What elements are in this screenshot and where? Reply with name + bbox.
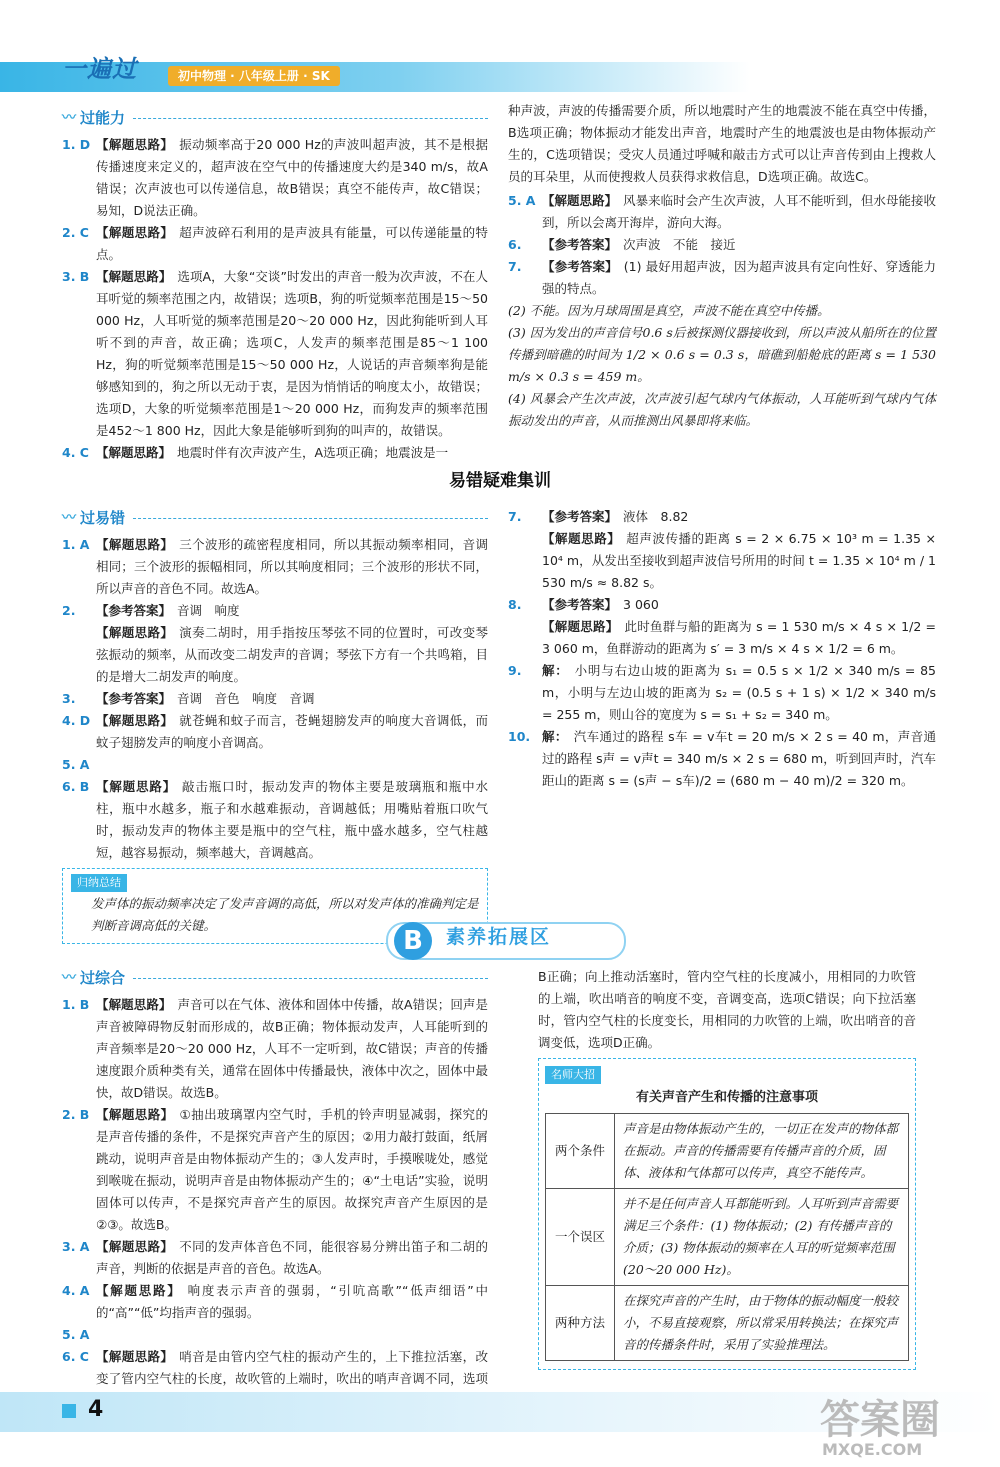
question-number	[62, 622, 96, 688]
note-title: 有关声音产生和传播的注意事项	[635, 1090, 818, 1105]
question-body	[96, 600, 488, 622]
question-body	[96, 442, 488, 464]
question-body	[96, 1324, 488, 1346]
question-item	[62, 1104, 488, 1236]
answer-tag: 【解题思路】	[96, 1283, 182, 1298]
answer-text: 音调 响度	[177, 603, 240, 618]
answer-text: 3 060	[623, 597, 659, 612]
answer-text: 三个波形的疏密程度相同，所以其振动频率相同，音调相同；三个波形的振幅相同，所以其响度相同；三个波形的形状不同，所以声音的音色不同。故选A。	[96, 537, 488, 596]
answer-tag: 【解题思路】	[96, 997, 172, 1012]
question-item	[62, 776, 488, 864]
question-number: 4. A	[62, 1283, 90, 1298]
question-item	[62, 534, 488, 600]
question-number: 6. B	[62, 779, 90, 794]
answer-tag: 【参考答案】	[542, 597, 618, 612]
sec1-title: 过能力	[80, 109, 126, 127]
question-body	[96, 1104, 488, 1236]
question-number: 3. B	[62, 269, 90, 284]
answer-tag: 【参考答案】	[542, 509, 618, 524]
sec2-items	[62, 534, 488, 864]
question-item	[508, 506, 936, 528]
question-body	[96, 710, 488, 754]
answer-tag: 解：	[542, 663, 569, 678]
question-item	[62, 994, 488, 1104]
note-key: 两种方法	[546, 1286, 615, 1361]
question-body	[542, 726, 936, 792]
question-body	[96, 1280, 488, 1324]
answer-tag: 【解题思路】	[96, 225, 174, 240]
sec4-title: 过综合	[80, 969, 126, 987]
divider	[133, 518, 488, 519]
answer-text: 风暴来临时会产生次声波，人耳不能听到，但水母能接收到，所以会离开海岸，游向大海。	[542, 193, 936, 230]
answer-text: 敲击瓶口时，振动发声的物体主要是玻璃瓶和瓶中水柱，瓶中水越多，瓶子和水越难振动，音调越低；用嘴贴着瓶口吹气时，振动发声的物体主要是瓶中的空气柱，瓶中盛水越多，空气柱越短，越容易振动，频率越大，音调越高。	[96, 779, 488, 860]
sec1-head	[62, 106, 488, 130]
answer-tag: 【解题思路】	[96, 1239, 174, 1254]
question-body	[542, 528, 936, 594]
header-bar	[0, 62, 1000, 92]
question-body	[542, 594, 936, 616]
sec2-head	[62, 506, 488, 530]
sec1-left	[62, 106, 488, 464]
note-row	[546, 1114, 909, 1189]
answer-tag: 【参考答案】	[96, 691, 172, 706]
divider	[133, 978, 488, 979]
answer-text: 超声波传播的距离 s = 2 × 6.75 × 10³ m = 1.35 × 10⁴ m，从发出至接收到超声波信号所用的时间 t = 1.35 × 10⁴ m / 1 530 m/s ≈ 8.82 s。	[542, 531, 936, 590]
q7-paragraph: (4) 风暴会产生次声波，次声波引起气球内气体振动，人耳能听到气球内气体振动发出的声音，从而推测出风暴即将来临。	[508, 391, 936, 428]
question-number: 10.	[508, 729, 531, 744]
answer-tag: 【解题思路】	[96, 137, 174, 152]
question-item	[508, 594, 936, 616]
answer-text: 地震时伴有次声波产生，A选项正确；地震波是一	[177, 445, 449, 460]
section-banner	[386, 922, 626, 960]
answer-tag: 【参考答案】	[542, 237, 618, 252]
question-number: 4. D	[62, 713, 91, 728]
question-body	[96, 994, 488, 1104]
question-body	[96, 754, 488, 776]
sec2-left	[62, 506, 488, 944]
question-item	[62, 622, 488, 688]
sec1-items	[62, 134, 488, 464]
question-body	[542, 660, 936, 726]
answer-text: 音调 音色 响度 音调	[177, 691, 315, 706]
page-marker	[62, 1404, 76, 1418]
question-body	[542, 190, 936, 234]
question-number: 6.	[508, 237, 522, 252]
sec4-right	[538, 966, 916, 1370]
q7-answers	[508, 300, 936, 432]
question-number: 5. A	[62, 757, 90, 772]
sec3-right	[508, 506, 936, 792]
summary-label: 归纳总结	[71, 874, 127, 892]
answer-text: 小明与右边山坡的距离为 s₁ = 0.5 s × 1/2 × 340 m/s = 85 m，小明与左边山坡的距离为 s₂ = (0.5 s + 1 s) × 1/2 × 340 m/s = 255 m，则山谷的宽度为 s = s₁ + s₂ = 340 m。	[542, 663, 936, 722]
question-body	[542, 506, 936, 528]
sec4-cont: B正确；向上推动活塞时，管内空气柱的长度减小，用相同的力吹管的上端，吹出哨音的响度不变，音调变高，选项C错误；向下拉活塞时，管内空气柱的长度变长，用相同的力吹管的上端，吹出哨音的音调变低，选项D正确。	[538, 969, 916, 1050]
question-number: 5. A	[62, 1327, 90, 1342]
question-body	[96, 776, 488, 864]
question-item	[508, 660, 936, 726]
question-body	[542, 616, 936, 660]
question-number: 1. B	[62, 997, 90, 1012]
answer-text: 次声波 不能 接近	[623, 237, 736, 252]
answer-tag: 【解题思路】	[96, 269, 172, 284]
question-number: 1. D	[62, 137, 91, 152]
question-body	[96, 534, 488, 600]
banner-letter: B	[394, 922, 432, 960]
answer-text: 声音可以在气体、液体和固体中传播，故A错误；回声是声音被障碍物反射而形成的，故B正确；物体振动发声，人耳能听到的声音频率是20～20 000 Hz，人耳不一定听到，故C错误；声音的传播速度跟介质种类有关，通常在固体中传播最快，液体中次之，固体中最快，故D错误。故选B。	[96, 997, 488, 1100]
answer-tag: 【解题思路】	[542, 531, 621, 546]
note-key: 两个条件	[546, 1114, 615, 1189]
answer-text: 不同的发声体音色不同，能很容易分辨出笛子和二胡的声音，判断的依据是声音的音色。故选A。	[96, 1239, 488, 1276]
question-item	[62, 710, 488, 754]
q7-paragraph: (3) 因为发出的声音信号0.6 s后被探测仪器接收到，所以声波从船所在的位置传播到暗礁的时间为 1/2 × 0.6 s = 0.3 s，暗礁到船舱底的距离 s = 1 530 m/s × 0.3 s = 459 m。	[508, 325, 936, 384]
divider	[133, 118, 488, 119]
question-item	[508, 256, 936, 300]
question-body	[96, 688, 488, 710]
sec1-cont: 种声波，声波的传播需要介质，所以地震时产生的地震波不能在真空中传播，B选项正确；物体振动才能发出声音，地震时产生的地震波也是由物体振动产生的，C选项错误；受灾人员通过呼喊和敲击方式可以让声音传到由上搜救人员的耳朵里，从而使搜救人员获得求救信息，D选项正确。故选C。	[508, 103, 936, 184]
question-item	[62, 600, 488, 622]
answer-text: 响度表示声音的强弱，“引吭高歌”“低声细语”中的“高”“低”均指声音的强弱。	[96, 1283, 488, 1320]
answer-text: 哨音是由管内空气柱的振动产生的，上下推拉活塞，改变了管内空气柱的长度，故吹管的上端时，吹出的哨声音调不同，选项	[96, 1349, 488, 1386]
sec3-items	[508, 506, 936, 792]
question-item	[62, 1236, 488, 1280]
summary-text: 发声体的振动频率决定了发声音调的高低，所以对发声体的准确判定是判断音调高低的关键。	[91, 896, 479, 933]
question-item	[508, 190, 936, 234]
answer-tag: 【解题思路】	[96, 1107, 174, 1122]
question-body	[96, 222, 488, 266]
answer-tag: 【解题思路】	[96, 625, 174, 640]
wave-icon: 〰	[62, 110, 76, 126]
answer-tag: 【解题思路】	[542, 619, 619, 634]
answer-text: 汽车通过的路程 s车 = v车t = 20 m/s × 2 s = 40 m，声音通过的路程 s声 = v声t = 340 m/s × 2 s = 680 m，听到回声时，汽车距山的距离 s = (s声 − s车)/2 = (680 m − 40 m)/2 = 320 m。	[542, 729, 936, 788]
watermark-url: MXQE.COM	[822, 1440, 923, 1459]
question-body	[96, 1236, 488, 1280]
note-label: 名师大招	[545, 1066, 601, 1084]
question-item	[62, 1280, 488, 1324]
watermark-logo: 答案圈	[820, 1397, 940, 1443]
question-number	[508, 616, 542, 660]
note-row	[546, 1286, 909, 1361]
note-table	[545, 1113, 909, 1361]
note-key: 一个误区	[546, 1189, 615, 1286]
question-number: 9.	[508, 663, 522, 678]
note-row	[546, 1189, 909, 1286]
question-body	[96, 134, 488, 222]
answer-text: 振动频率高于20 000 Hz的声波叫超声波，其不是根据传播速度来定义的，超声波在空气中的传播速度大约是340 m/s，故A错误；次声波也可以传递信息，故B错误；真空不能传声，故C错误；易知，D说法正确。	[96, 137, 488, 218]
answer-tag: 【解题思路】	[96, 445, 172, 460]
question-number	[508, 528, 542, 594]
question-item	[508, 616, 936, 660]
answer-text: 超声波碎石利用的是声波具有能量，可以传递能量的特点。	[96, 225, 488, 262]
sec2-title: 过易错	[80, 509, 126, 527]
question-number: 7.	[508, 259, 522, 274]
question-body	[542, 256, 936, 300]
answer-tag: 【参考答案】	[542, 259, 618, 274]
question-number: 5. A	[508, 193, 536, 208]
question-number: 6. C	[62, 1349, 89, 1364]
answer-text: 演奏二胡时，用手指按压琴弦不同的位置时，可改变琴弦振动的频率，从而改变二胡发声的音调；琴弦下方有一个共鸣箱，目的是增大二胡发声的响度。	[96, 625, 488, 684]
answer-tag: 【解题思路】	[96, 713, 174, 728]
answer-tag: 解：	[542, 729, 568, 744]
book-label: 初中物理 · 八年级上册 · SK	[168, 66, 340, 86]
sec4-head	[62, 966, 488, 990]
question-item	[62, 688, 488, 710]
q7-paragraph: (2) 不能。因为月球周围是真空，声波不能在真空中传播。	[508, 303, 830, 318]
question-number: 8.	[508, 597, 522, 612]
wave-icon: 〰	[62, 970, 76, 986]
answer-text: ①抽出玻璃罩内空气时，手机的铃声明显减弱，探究的是声音传播的条件，不是探究声音产生的原因；②用力敲打鼓面，纸屑跳动，说明声音是由物体振动产生的；③人发声时，手摸喉咙处，感觉到喉咙在振动，说明声音是由物体振动产生的；④“土电话”实验，说明固体可以传声，不是探究声音产生的原因。故探究声音产生原因的是②③。故选B。	[96, 1107, 488, 1232]
question-number: 3. A	[62, 1239, 90, 1254]
question-item	[508, 234, 936, 256]
answer-tag: 【解题思路】	[96, 537, 174, 552]
question-number: 2.	[62, 603, 76, 618]
sec1-items2	[508, 190, 936, 300]
answer-tag: 【参考答案】	[96, 603, 172, 618]
question-item	[62, 442, 488, 464]
question-item	[62, 266, 488, 442]
center-title: 易错疑难集训	[449, 471, 551, 491]
answer-text: 就苍蝇和蚊子而言，苍蝇翅膀发声的响度大音调低，而蚊子翅膀发声的响度小音调高。	[96, 713, 488, 750]
page-number: 4	[88, 1397, 104, 1422]
question-body	[542, 234, 936, 256]
sec4-items	[62, 994, 488, 1412]
question-body	[96, 266, 488, 442]
sec4-left	[62, 966, 488, 1412]
question-number: 2. C	[62, 225, 89, 240]
question-number: 3.	[62, 691, 76, 706]
brand-logo: 一遍过	[62, 55, 137, 83]
note-box	[538, 1058, 916, 1370]
note-value: 在探究声音的产生时，由于物体的振动幅度一般较小，不易直接观察，所以常采用转换法；在探究声音的传播条件时，采用了实验推理法。	[615, 1286, 909, 1361]
answer-tag: 【解题思路】	[96, 779, 177, 794]
question-number: 4. C	[62, 445, 89, 460]
note-value: 声音是由物体振动产生的，一切正在发声的物体都在振动。声音的传播需要有传播声音的介质，固体、液体和气体都可以传声，真空不能传声。	[615, 1114, 909, 1189]
answer-text: 液体 8.82	[623, 509, 689, 524]
question-item	[508, 528, 936, 594]
banner-text: 素养拓展区	[446, 926, 552, 948]
wave-icon: 〰	[62, 510, 76, 526]
answer-text: 此时鱼群与船的距离为 s = 1 530 m/s × 4 s × 1/2 = 3 060 m，鱼群游动的距离为 s′ = 3 m/s × 4 s × 1/2 = 6 m。	[542, 619, 936, 656]
question-number: 1. A	[62, 537, 90, 552]
note-value: 并不是任何声音人耳都能听到。人耳听到声音需要满足三个条件：(1) 物体振动；(2) 有传播声音的介质；(3) 物体振动的频率在人耳的听觉频率范围(20～20 000 Hz)。	[615, 1189, 909, 1286]
question-item	[508, 726, 936, 792]
question-item	[62, 754, 488, 776]
sec1-right	[508, 100, 936, 432]
answer-text: (1) 最好用超声波，因为超声波具有定向性好、穿透能力强的特点。	[542, 259, 936, 296]
answer-tag: 【解题思路】	[96, 1349, 174, 1364]
question-item	[62, 1324, 488, 1346]
question-number: 2. B	[62, 1107, 90, 1122]
question-item	[62, 222, 488, 266]
question-item	[62, 134, 488, 222]
answer-text: 选项A，大象“交谈”时发出的声音一般为次声波，不在人耳听觉的频率范围之内，故错误；选项B，狗的听觉频率范围是15～50 000 Hz，人耳听觉的频率范围是20～20 000 Hz，因此狗能听到人耳听不到的声音，故正确；选项C，人发声的频率范围是85～1 100 Hz，狗的听觉频率范围是15～50 000 Hz，人说话的声音频率狗是能够感知到的，狗之所以无动于衷，是因为悄悄话的响度太小，故错误；选项D，大象的听觉频率范围是1～20 000 Hz，而狗发声的频率范围是452～1 800 Hz，因此大象是能够听到狗的叫声的，故错误。	[96, 269, 488, 438]
answer-tag: 【解题思路】	[542, 193, 618, 208]
question-number: 7.	[508, 509, 522, 524]
question-body	[96, 622, 488, 688]
